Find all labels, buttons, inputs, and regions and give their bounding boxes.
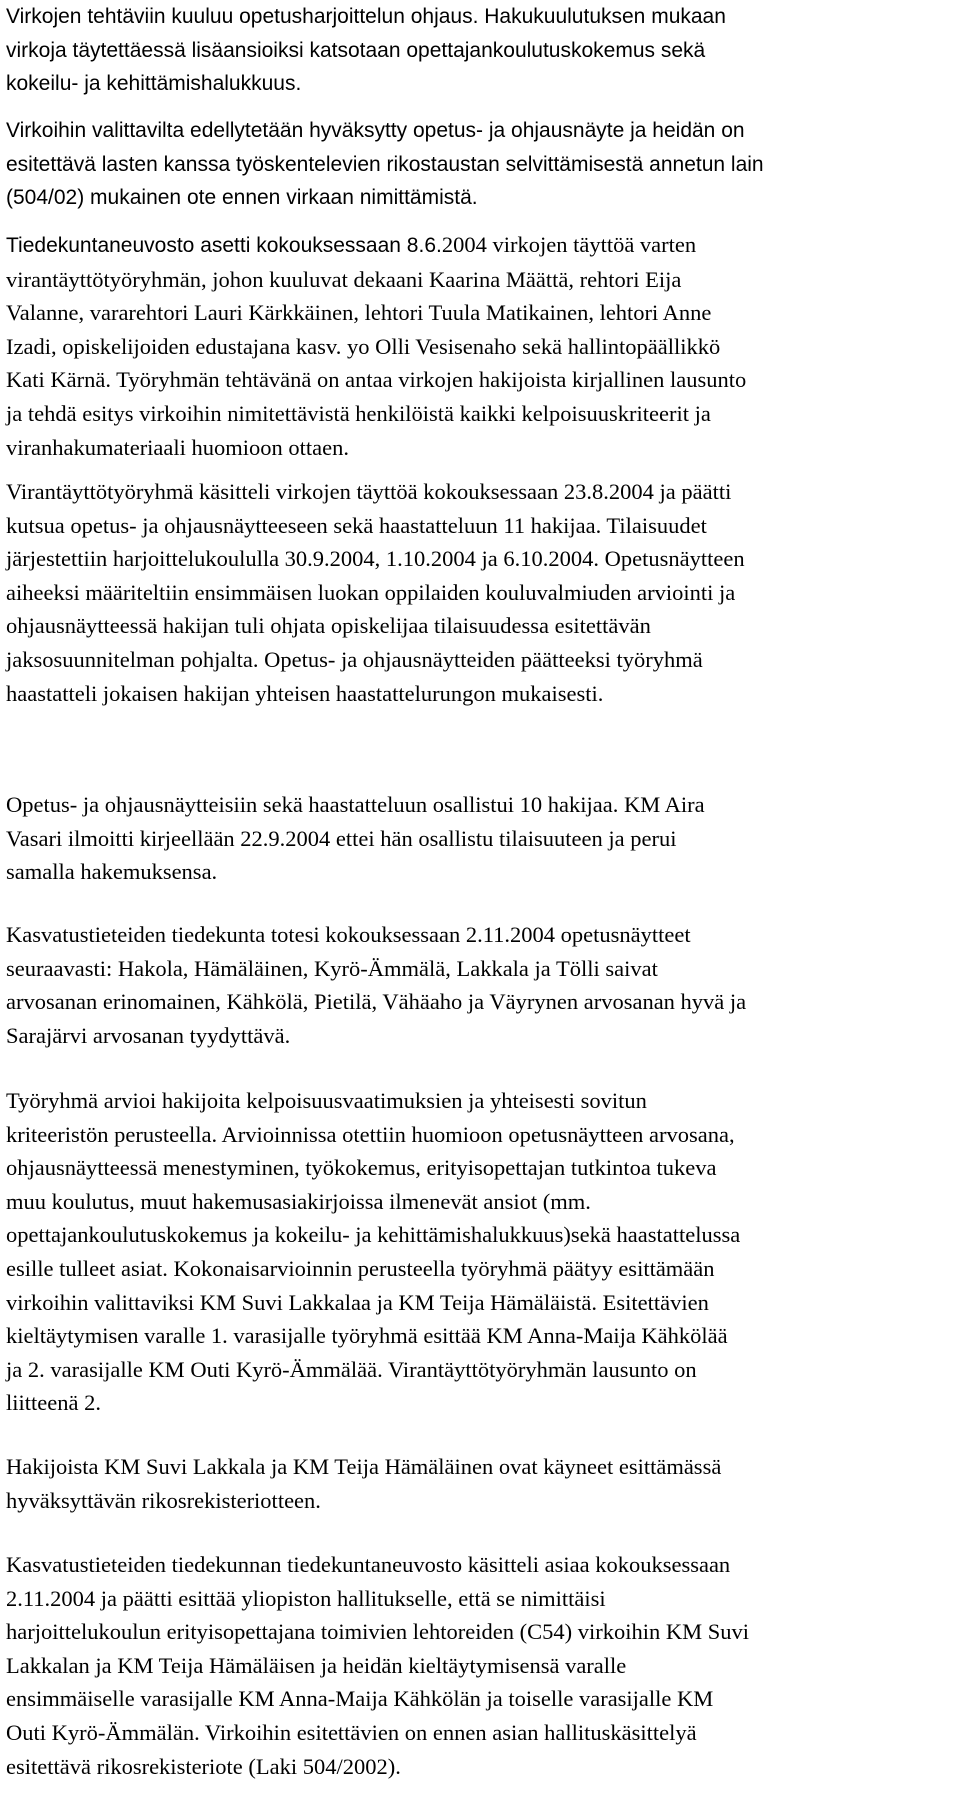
paragraph-interviews xyxy=(6,475,954,710)
text-line: ohjausnäytteessä hakijan tuli ohjata opiskelijaa tilaisuudessa esitettävän xyxy=(6,613,651,639)
paragraph-working-group xyxy=(6,228,954,464)
text-line: Kasvatustieteiden tiedekunnan tiedekuntaneuvosto käsitteli asiaa kokouksessaan xyxy=(6,1552,731,1577)
text-line xyxy=(6,228,954,263)
text-line-part: Tiedekuntaneuvosto asetti kokouksessaan 8.6. xyxy=(6,234,442,257)
text-line: Opetus- ja ohjausnäytteisiin sekä haastatteluun osallistui 10 hakijaa. KM Aira xyxy=(6,792,705,817)
text-line: aiheeksi määriteltiin ensimmäisen luokan oppilaiden kouluvalmiuden arviointi ja xyxy=(6,579,736,605)
text-line: Virkoihin valittavilta edellytetään hyväksytty opetus- ja ohjausnäyte ja heidän on xyxy=(6,119,745,142)
text-line: virantäyttötyöryhmän, johon kuuluvat dekaani Kaarina Määttä, rehtori Eija xyxy=(6,266,682,292)
text-line: Työryhmä arvioi hakijoita kelpoisuusvaatimuksien ja yhteisesti sovitun xyxy=(6,1088,647,1113)
text-line: muu koulutus, muut hakemusasiakirjoissa ilmenevät ansiot (mm. xyxy=(6,1188,591,1214)
text-line: Kasvatustieteiden tiedekunta totesi kokouksessaan 2.11.2004 opetusnäytteet xyxy=(6,922,691,947)
text-line: Sarajärvi arvosanan tyydyttävä. xyxy=(6,1022,291,1048)
text-line: Lakkalan ja KM Teija Hämäläisen ja heidän kieltäytymisensä varalle xyxy=(6,1652,627,1678)
text-line: seuraavasti: Hakola, Hämäläinen, Kyrö-Ämmälä, Lakkala ja Tölli saivat xyxy=(6,955,658,981)
text-line: esitettävä rikosrekisteriote (Laki 504/2002). xyxy=(6,1753,401,1779)
text-line: virkoihin valittaviksi KM Suvi Lakkalaa ja KM Teija Hämäläistä. Esitettävien xyxy=(6,1289,709,1315)
text-line-part: 2004 virkojen täyttöä varten xyxy=(441,232,697,257)
paragraph-evaluation xyxy=(6,1084,954,1420)
text-line: ja 2. varasijalle KM Outi Kyrö-Ämmälää. Virantäyttötyöryhmän lausunto on xyxy=(6,1356,697,1382)
text-line: esitettävä lasten kanssa työskentelevien rikostaustan selvittämisestä annetun lain xyxy=(6,152,764,176)
text-line: ensimmäiselle varasijalle KM Anna-Maija Kähkölän ja toiselle varasijalle KM xyxy=(6,1686,714,1712)
text-line: Vasari ilmoitti kirjeellään 22.9.2004 ettei hän osallistu tilaisuuteen ja perui xyxy=(6,825,677,851)
text-line: Hakijoista KM Suvi Lakkala ja KM Teija Hämäläinen ovat käyneet esittämässä xyxy=(6,1454,722,1479)
text-line: järjestettiin harjoittelukoululla 30.9.2004, 1.10.2004 ja 6.10.2004. Opetusnäytteen xyxy=(6,546,745,572)
text-line: kokeilu- ja kehittämishalukkuus. xyxy=(6,72,302,96)
text-line: virkoja täytettäessä lisäansioiksi katsotaan opettajankoulutuskokemus sekä xyxy=(6,38,706,62)
text-line: 2.11.2004 ja päätti esittää yliopiston hallitukselle, että se nimittäisi xyxy=(6,1585,606,1611)
text-line: jaksosuunnitelman pohjalta. Opetus- ja ohjausnäytteiden päätteeksi työryhmä xyxy=(6,646,703,672)
text-line: haastatteli jokaisen hakijan yhteisen haastattelurungon mukaisesti. xyxy=(6,680,604,706)
paragraph-duties xyxy=(6,0,954,101)
text-line: Valanne, vararehtori Lauri Kärkkäinen, lehtori Tuula Matikainen, lehtori Anne xyxy=(6,300,712,326)
text-line: kriteeristön perusteella. Arvioinnissa otettiin huomioon opetusnäytteen arvosana, xyxy=(6,1121,735,1147)
text-line: Kati Kärnä. Työryhmän tehtävänä on antaa virkojen hakijoista kirjallinen lausunto xyxy=(6,367,747,393)
paragraph-decision xyxy=(6,1548,954,1783)
text-line: ja tehdä esitys virkoihin nimitettävistä henkilöistä kaikki kelpoisuuskriteerit ja xyxy=(6,400,711,426)
text-line: (504/02) mukainen ote ennen virkaan nimittämistä. xyxy=(6,186,478,210)
text-line: esille tulleet asiat. Kokonaisarvioinnin perusteella työryhmä päätyy esittämään xyxy=(6,1255,715,1281)
text-line: kutsua opetus- ja ohjausnäytteeseen sekä haastatteluun 11 hakijaa. Tilaisuudet xyxy=(6,512,707,538)
text-line: Izadi, opiskelijoiden edustajana kasv. yo Olli Vesisenaho sekä hallintopäällikkö xyxy=(6,333,721,359)
paragraph-participants xyxy=(6,788,954,889)
text-line: ohjausnäytteessä menestyminen, työkokemus, erityisopettajan tutkintoa tukeva xyxy=(6,1155,717,1181)
text-line: Outi Kyrö-Ämmälän. Virkoihin esitettävien on ennen asian hallituskäsittelyä xyxy=(6,1719,697,1745)
text-line: Virantäyttötyöryhmä käsitteli virkojen täyttöä kokouksessaan 23.8.2004 ja päätti xyxy=(6,479,732,504)
text-line: kieltäytymisen varalle 1. varasijalle työryhmä esittää KM Anna-Maija Kähkölää xyxy=(6,1323,728,1349)
text-line: Virkojen tehtäviin kuuluu opetusharjoittelun ohjaus. Hakukuulutuksen mukaan xyxy=(6,5,726,28)
paragraph-grades xyxy=(6,918,954,1052)
text-line: hyväksyttävän rikosrekisteriotteen. xyxy=(6,1487,321,1513)
paragraph-criminal-record xyxy=(6,1450,954,1517)
text-line: liitteenä 2. xyxy=(6,1390,101,1416)
text-line: viranhakumateriaali huomioon ottaen. xyxy=(6,434,350,460)
text-line: arvosanan erinomainen, Kähkölä, Pietilä, Vähäaho ja Väyrynen arvosanan hyvä ja xyxy=(6,989,747,1015)
text-line: opettajankoulutuskokemus ja kokeilu- ja kehittämishalukkuus)sekä haastattelussa xyxy=(6,1222,741,1248)
paragraph-requirements xyxy=(6,114,954,215)
text-line: harjoittelukoulun erityisopettajana toimivien lehtoreiden (C54) virkoihin KM Suvi xyxy=(6,1619,749,1645)
text-line: samalla hakemuksensa. xyxy=(6,859,218,885)
